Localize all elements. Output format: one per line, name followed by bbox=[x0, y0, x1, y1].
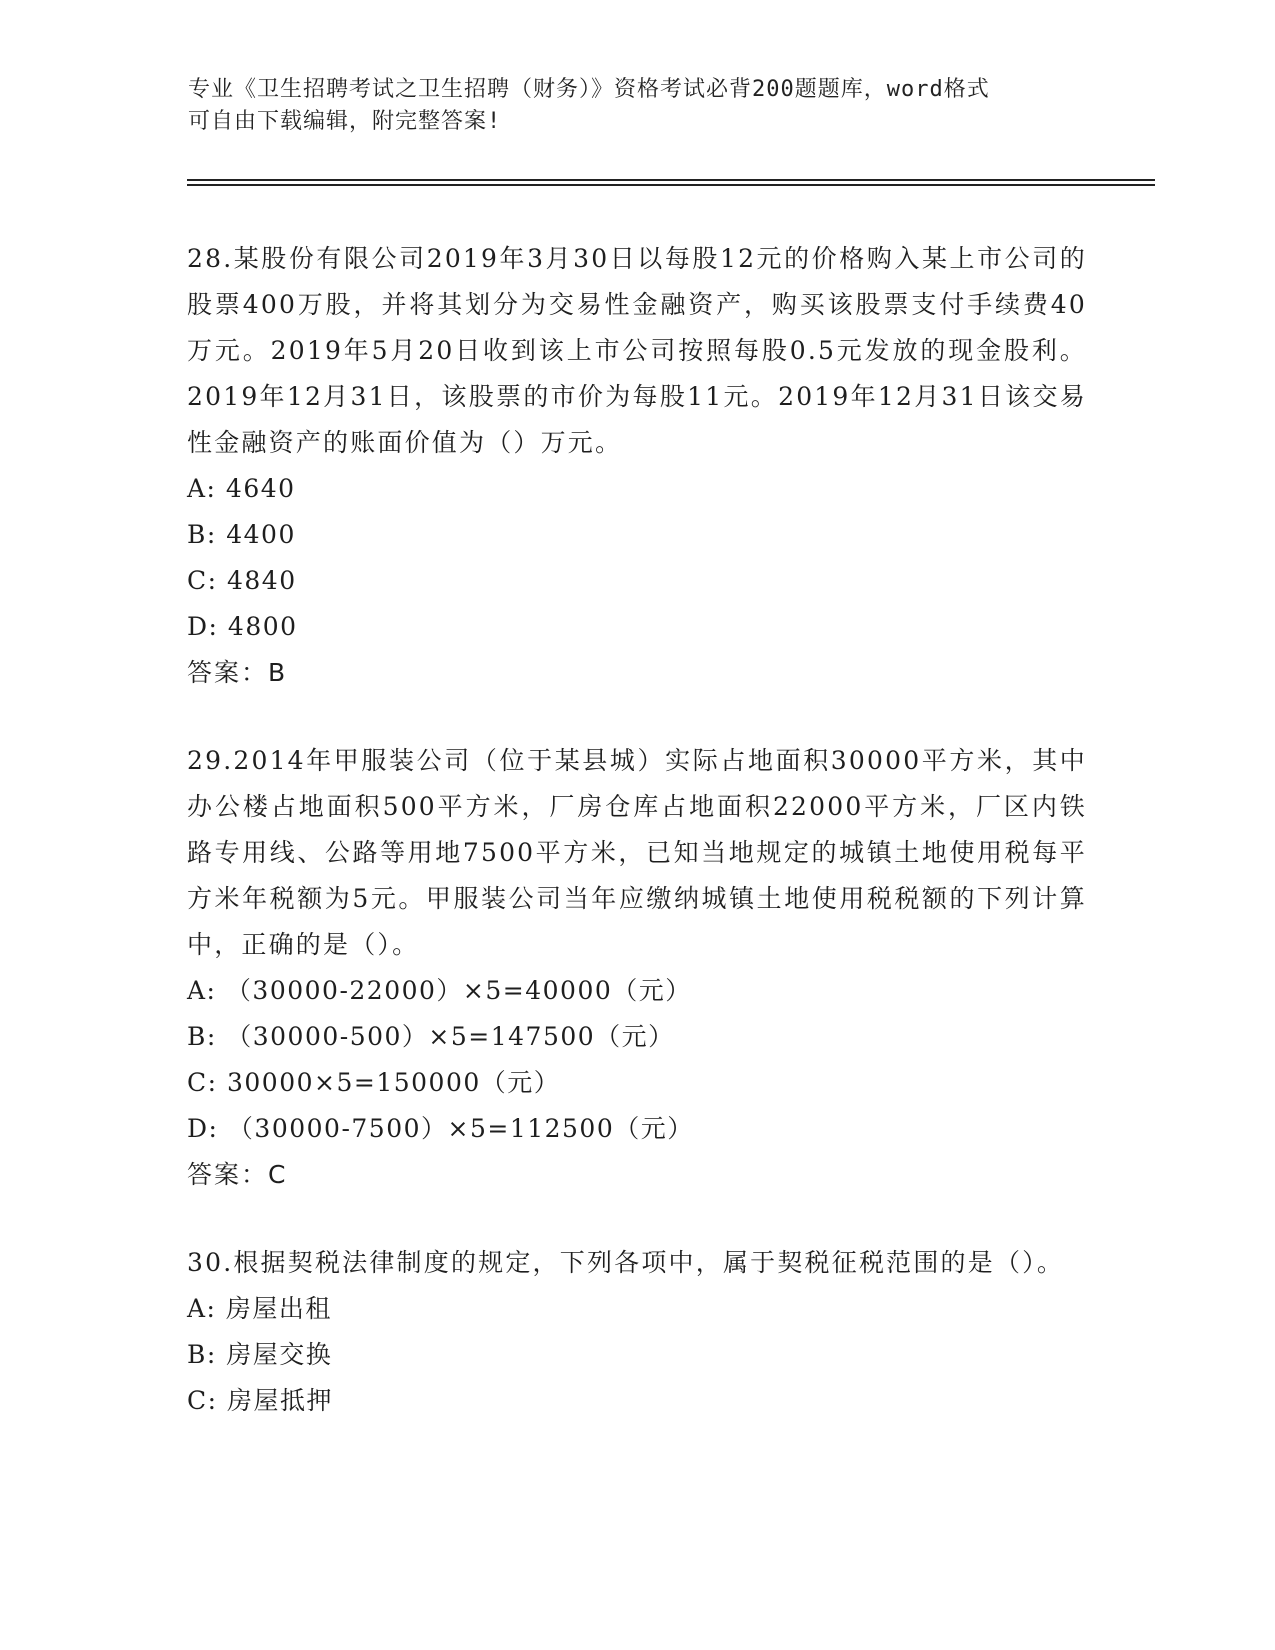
header-line-2: 可自由下载编辑，附完整答案! bbox=[188, 109, 502, 134]
option-a: A: 房屋出租 bbox=[187, 1294, 332, 1323]
document-header bbox=[188, 74, 1088, 138]
question-stem: 30.根据契税法律制度的规定，下列各项中，属于契税征税范围的是（）。 bbox=[187, 1248, 1065, 1277]
question-list bbox=[187, 236, 1087, 1466]
option-d: D: 4800 bbox=[187, 612, 298, 641]
option-c: C: 4840 bbox=[187, 566, 297, 595]
answer: 答案：C bbox=[187, 1160, 288, 1189]
header-line-1: 专业《卫生招聘考试之卫生招聘（财务）》资格考试必背200题题库，word格式 bbox=[188, 77, 990, 102]
question-stem: 28.某股份有限公司2019年3月30日以每股12元的价格购入某上市公司的股票400万股，并将其划分为交易性金融资产，购买该股票支付手续费40万元。2019年5月20日收到该上市公司按照每股0.5元发放的现金股利。2019年12月31日，该股票的市价为每股11元。2019年12月31日该交易性金融资产的账面价值为（）万元。 bbox=[187, 244, 1087, 457]
option-c: C: 房屋抵押 bbox=[187, 1386, 333, 1415]
option-b: B: 房屋交换 bbox=[187, 1340, 333, 1369]
option-a: A: （30000-22000）×5=40000（元） bbox=[187, 976, 692, 1005]
header-divider-bottom bbox=[187, 184, 1155, 186]
question-stem: 29.2014年甲服装公司（位于某县城）实际占地面积30000平方米，其中办公楼占地面积500平方米，厂房仓库占地面积22000平方米，厂区内铁路专用线、公路等用地7500平方米，已知当地规定的城镇土地使用税每平方米年税额为5元。甲服装公司当年应缴纳城镇土地使用税税额的下列计算中，正确的是（）。 bbox=[187, 746, 1087, 959]
question-28 bbox=[187, 236, 1087, 696]
option-d: D: （30000-7500）×5=112500（元） bbox=[187, 1114, 694, 1143]
option-b: B: （30000-500）×5=147500（元） bbox=[187, 1022, 675, 1051]
question-29 bbox=[187, 738, 1087, 1198]
question-30 bbox=[187, 1240, 1087, 1424]
option-a: A: 4640 bbox=[187, 474, 296, 503]
answer: 答案：B bbox=[187, 658, 288, 687]
option-b: B: 4400 bbox=[187, 520, 296, 549]
option-c: C: 30000×5=150000（元） bbox=[187, 1068, 561, 1097]
header-divider-top bbox=[187, 179, 1155, 181]
